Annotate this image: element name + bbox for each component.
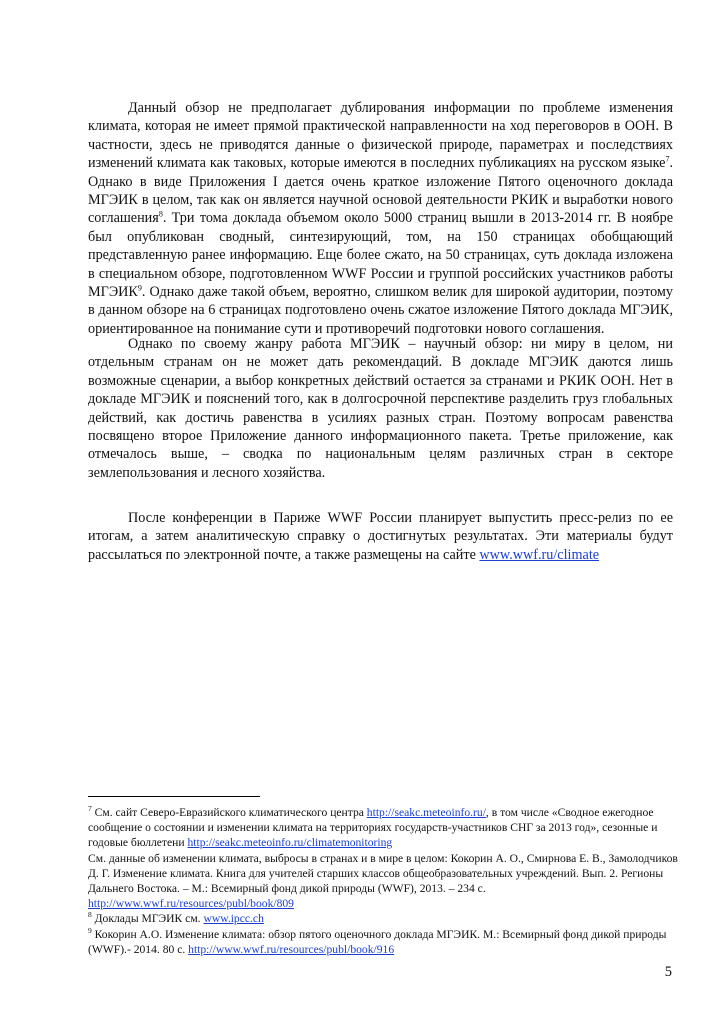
paragraph-text: . Три тома доклада объемом около 5000 страниц вышли в 2013-2014 гг. В ноябре был опубликован сводный, синтезирующий, том, на 150 страницах обобщающий представленную ранее информацию. Еще более сжато, на 50 страницах, суть доклада изложена в специальном обзоре, подготовленном WWF России и группой российских участников работы МГЭИК	[88, 210, 673, 301]
paragraph-2	[88, 335, 673, 482]
wwf-book-809-link[interactable]: http://www.wwf.ru/resources/publ/book/809	[88, 897, 294, 911]
footnote-text: Кокорин А.О. Изменение климата: обзор пятого оценочного доклада МГЭИК. М.: Всемирный фонд дикой природы (WWF).- 2014. 80 с.	[88, 927, 667, 956]
footnotes	[88, 805, 678, 957]
footnote-mark: 8	[88, 910, 92, 920]
wwf-book-916-link[interactable]: http://www.wwf.ru/resources/publ/book/916	[188, 942, 395, 956]
climatemonitoring-link[interactable]: http://seakc.meteoinfo.ru/climatemonitoring	[187, 836, 393, 850]
paragraph-text: После конференции в Париже WWF России планирует выпустить пресс-релиз по ее итогам, а затем аналитическую справку о достигнутых результатах. Эти материалы будут рассылаться по электронной почте, а также размещены на сайте	[88, 510, 673, 563]
footnote-ref-7[interactable]: 7	[665, 154, 670, 164]
paragraph-1	[88, 99, 673, 338]
paragraph-text: Данный обзор не предполагает дублирования информации по проблеме изменения климата, которая не имеет прямой практической направленности на ход переговоров в ООН. В частности, здесь не приводятся данные о физической природе, параметрах и последствиях изменений климата как таковых, которые имеются в последних публикациях на русском языке	[88, 100, 673, 172]
footnote-mark: 9	[88, 925, 92, 935]
paragraph-text: . Однако в виде Приложения I дается очень краткое изложение Пятого оценочного доклада МГЭИК в целом, так как он является научной основой деятельности РКИК и выработки нового соглашения	[88, 155, 673, 227]
page-number: 5	[664, 964, 672, 980]
footnote-7-continued	[88, 851, 678, 912]
footnote-text: Доклады МГЭИК см.	[91, 912, 204, 926]
footnote-text: См. данные об изменении климата, выбросы в странах и в мире в целом: Кокорин А. О., Смирнова Е. В., Замолодчиков Д. Г. Изменение климата. Книга для учителей старших классов общеобразовательных учреждений. Вып. 2. Регионы Дальнего Востока. – М.: Всемирный фонд дикой природы (WWF), 2013. – 234 с.	[88, 851, 678, 896]
footnote-text: См. сайт Северо-Евразийского климатического центра	[91, 806, 367, 819]
wwf-climate-link[interactable]: www.wwf.ru/climate	[479, 546, 600, 563]
footnote-text: , в том числе «Сводное ежегодное сообщение о состоянии и изменении климата на территориях государств-участников СНГ за 2013 год», сезонные и годовые бюллетени	[88, 806, 658, 850]
footnote-ref-9[interactable]: 9	[137, 283, 142, 293]
ipcc-link[interactable]: www.ipcc.ch	[203, 912, 264, 926]
paragraph-3	[88, 509, 673, 564]
footnote-8	[88, 911, 678, 926]
seakc-link[interactable]: http://seakc.meteoinfo.ru/	[366, 806, 486, 819]
paragraph-text: Однако по своему жанру работа МГЭИК – научный обзор: ни миру в целом, ни отдельным странам он не может дать рекомендаций. В докладе МГЭИК даются лишь возможные сценарии, а выбор конкретных действий остается за странами и РКИК ООН. Нет в докладе МГЭИК и пояснений того, как в долгосрочной перспективе разделить груз глобальных действий, как достичь равенства в усилиях разных стран. Поэтому вопросам равенства посвящено второе Приложение данного информационного пакета. Третье приложение, как отмечалось выше, – сводка по национальным целям различных стран в секторе землепользования и лесного хозяйства.	[88, 336, 673, 481]
footnote-9	[88, 927, 678, 957]
footnote-7	[88, 805, 678, 851]
paragraph-text: . Однако даже такой объем, вероятно, слишком велик для широкой аудитории, поэтому в данном обзоре на 6 страницах подготовлено очень сжатое изложение Пятого доклада МГЭИК, ориентированное на понимание сути и противоречий подготовки нового соглашения.	[88, 284, 673, 337]
footnote-ref-8[interactable]: 8	[158, 209, 163, 219]
footnote-separator	[88, 796, 260, 797]
footnote-mark: 7	[88, 804, 92, 814]
